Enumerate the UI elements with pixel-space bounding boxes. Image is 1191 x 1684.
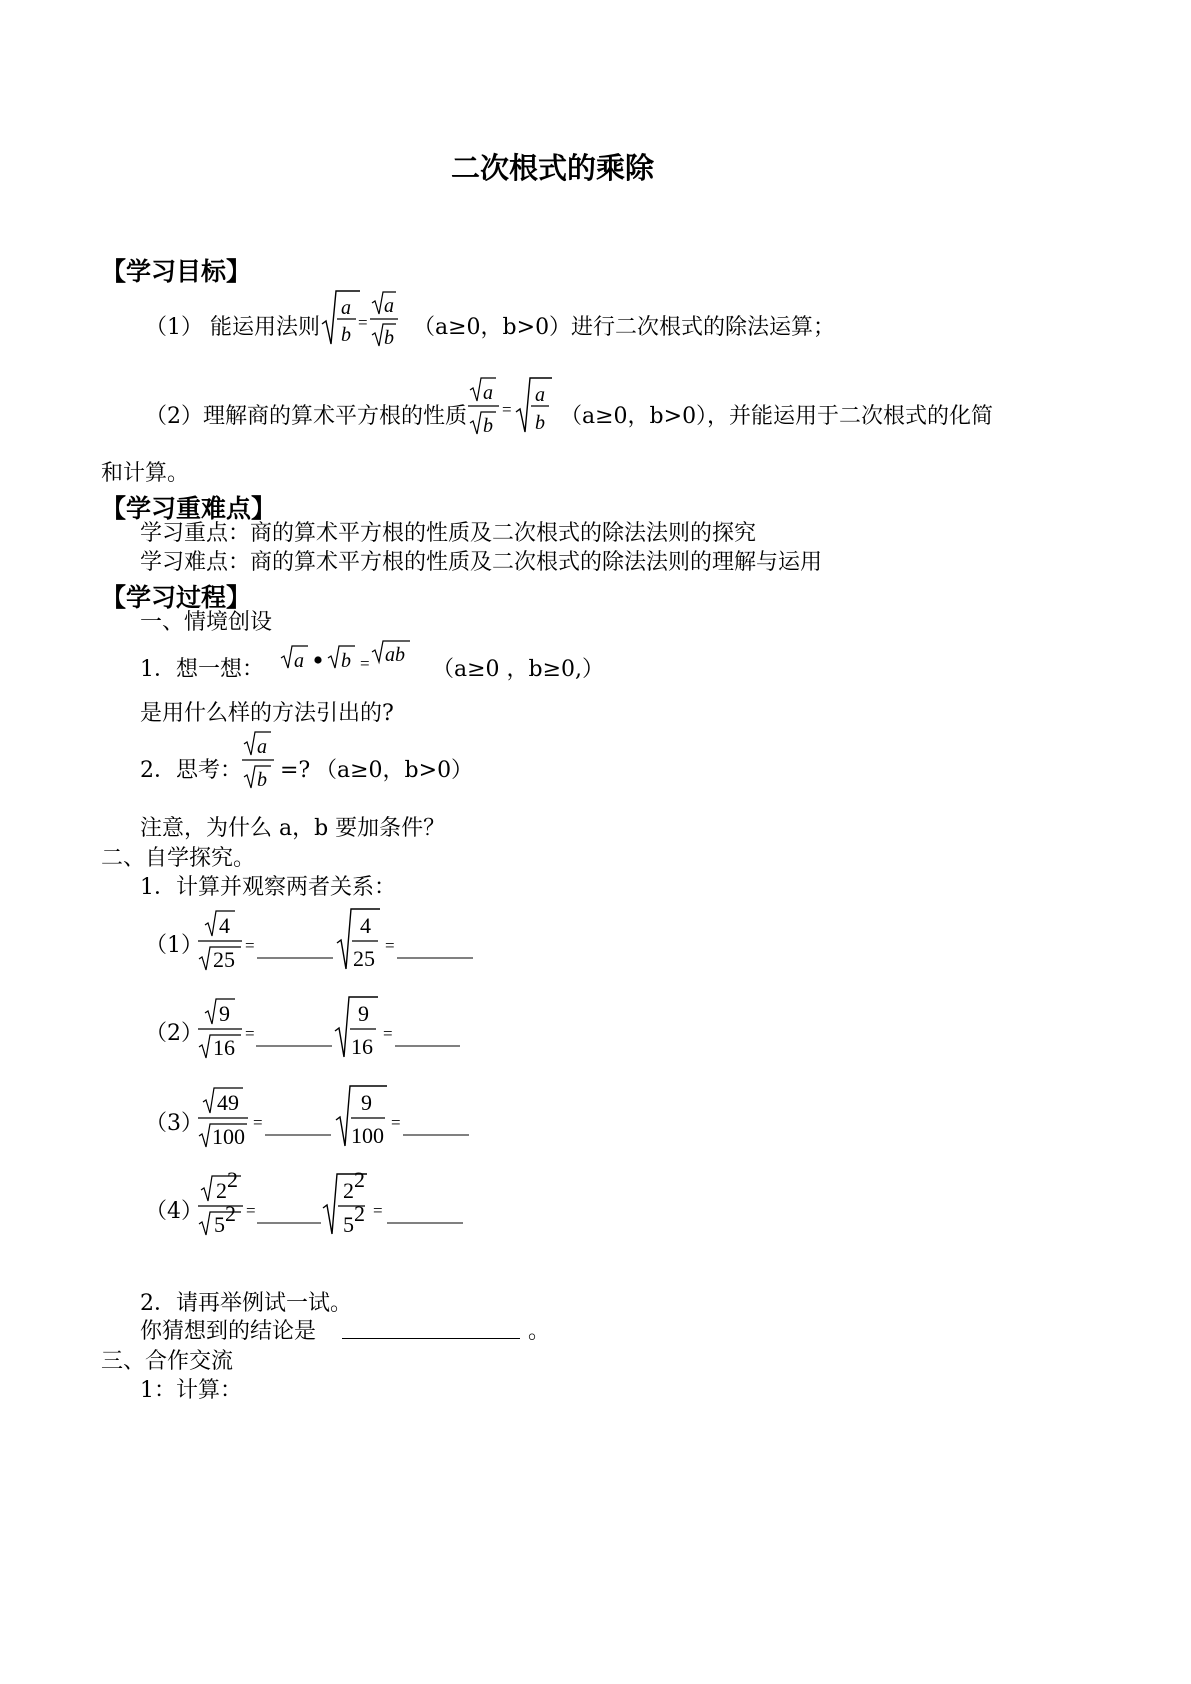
- exercise-2-num-a: 9: [219, 1001, 230, 1026]
- svg-text:=: =: [246, 1201, 256, 1220]
- exercise-1-num-a: 4: [219, 913, 230, 938]
- goal-1-condition: （a≥0，b>0）进行二次根式的除法运算；: [413, 315, 836, 340]
- exercise-2-formula: [195, 991, 485, 1063]
- part-1-heading: 一、情境创设: [140, 610, 273, 635]
- exercise-4-num-d: 5: [343, 1212, 354, 1237]
- svg-text:=: =: [253, 1113, 263, 1132]
- svg-text:b: b: [341, 324, 351, 346]
- svg-text:=: =: [391, 1113, 401, 1132]
- section-key-points-heading: 【学习重难点】: [101, 494, 277, 523]
- section-goals-heading: 【学习目标】: [101, 257, 252, 286]
- part-2-heading: 二、自学探究。: [101, 846, 256, 871]
- question-1-condition: （a≥0 ，b≥0,）: [432, 657, 605, 682]
- question-1-text: 是用什么样的方法引出的?: [140, 701, 394, 726]
- svg-text:=: =: [245, 1024, 255, 1043]
- question-2-equals: =?: [280, 758, 311, 783]
- exercise-2-num-d: 16: [351, 1034, 373, 1059]
- exercise-1-num-d: 25: [353, 946, 375, 971]
- exercise-2-num-c: 9: [358, 1001, 369, 1026]
- try-prompt: 2．请再举例试一试。: [140, 1291, 352, 1316]
- question-1-formula: [278, 638, 418, 678]
- page-title: 二次根式的乘除: [451, 151, 655, 185]
- exercise-intro: 1．计算并观察两者关系：: [140, 875, 396, 900]
- exercise-3-label: （3）: [145, 1111, 203, 1136]
- exercise-4-num-b: 5: [214, 1212, 225, 1237]
- svg-text:a: a: [257, 736, 267, 758]
- note: 注意，为什么 a，b 要加条件？: [140, 816, 446, 841]
- goal-2-prefix: （2）理解商的算术平方根的性质: [145, 404, 467, 429]
- svg-text:a: a: [384, 295, 394, 317]
- svg-text:=: =: [383, 1024, 393, 1043]
- exercise-1-num-c: 4: [360, 913, 371, 938]
- key-difficulty: 学习难点：商的算术平方根的性质及二次根式的除法法则的理解与运用: [140, 550, 823, 575]
- calc-prompt: 1：计算：: [140, 1378, 242, 1403]
- exercise-1-label: （1）: [145, 933, 203, 958]
- exercise-4-exp-c: 2: [354, 1168, 365, 1192]
- exercise-1-formula: [195, 903, 485, 975]
- guess-prompt: 你猜想到的结论是: [140, 1319, 317, 1344]
- question-1-label: 1．想一想：: [140, 657, 264, 682]
- exercise-3-num-c: 9: [361, 1090, 372, 1115]
- svg-text:ab: ab: [385, 644, 405, 666]
- exercise-3-num-a: 49: [217, 1090, 239, 1115]
- svg-text:b: b: [483, 415, 493, 437]
- exercise-3-num-b: 100: [212, 1124, 245, 1149]
- svg-text:b: b: [384, 327, 394, 349]
- exercise-1-num-b: 25: [213, 947, 235, 972]
- exercise-4-exp-b: 2: [225, 1201, 236, 1226]
- question-2-condition: （a≥0，b>0）: [315, 758, 474, 783]
- guess-period: 。: [528, 1319, 551, 1344]
- exercise-2-num-b: 16: [213, 1035, 235, 1060]
- goal-1-prefix: （1） 能运用法则: [145, 315, 320, 340]
- svg-text:a: a: [483, 382, 493, 404]
- exercise-2-label: （2）: [145, 1021, 203, 1046]
- exercise-4-exp-d: 2: [354, 1201, 365, 1226]
- svg-text:=: =: [358, 313, 368, 332]
- key-focus: 学习重点：商的算术平方根的性质及二次根式的除法法则的探究: [140, 521, 757, 546]
- svg-text:a: a: [294, 650, 304, 672]
- svg-text:=: =: [373, 1201, 383, 1220]
- question-2-formula: [240, 726, 280, 792]
- svg-text:a: a: [341, 297, 351, 319]
- exercise-4-num-c: 2: [343, 1178, 354, 1203]
- svg-text:b: b: [341, 650, 351, 672]
- exercise-4-formula: [195, 1168, 485, 1240]
- svg-text:=: =: [385, 936, 395, 955]
- svg-text:a: a: [535, 384, 545, 406]
- svg-text:b: b: [535, 412, 545, 434]
- section-process-heading: 【学习过程】: [101, 583, 252, 612]
- goal-2-condition: （a≥0，b>0），并能运用于二次根式的化简: [560, 404, 994, 429]
- question-2-label: 2．思考：: [140, 758, 242, 783]
- svg-text:=: =: [360, 654, 370, 673]
- svg-text:=: =: [502, 400, 512, 419]
- guess-blank[interactable]: [342, 1338, 520, 1339]
- part-3-heading: 三、合作交流: [101, 1349, 234, 1374]
- goal-1-formula: [320, 286, 410, 352]
- exercise-3-formula: [195, 1080, 485, 1152]
- goal-2-continuation: 和计算。: [101, 461, 190, 486]
- exercise-3-num-d: 100: [351, 1123, 384, 1148]
- exercise-4-label: （4）: [145, 1199, 203, 1224]
- exercise-4-exp-a: 2: [227, 1168, 238, 1192]
- goal-2-formula: [466, 372, 556, 440]
- svg-text:b: b: [257, 769, 267, 791]
- svg-text:=: =: [245, 936, 255, 955]
- exercise-4-num-a: 2: [216, 1178, 227, 1203]
